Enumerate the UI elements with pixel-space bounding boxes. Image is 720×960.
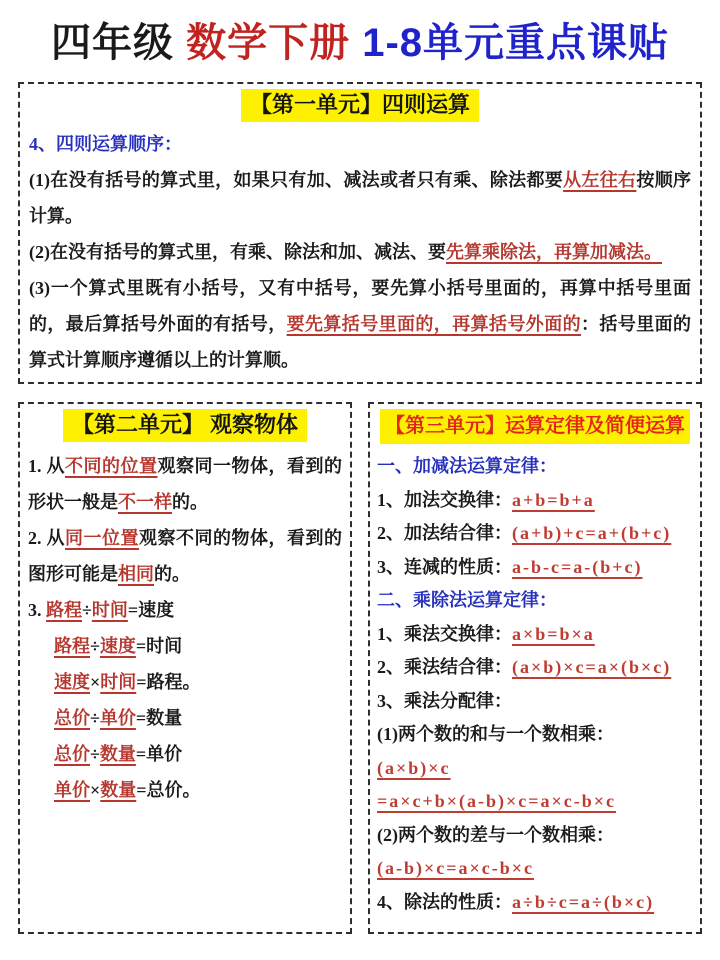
keyword-red-underlined-text: =a×c+b×(a-b)×c=a×c-b×c — [377, 791, 617, 811]
keyword-red-underlined-text: (a×b)×c — [377, 757, 451, 778]
body-text: × — [90, 672, 101, 692]
keyword-red-underlined-text: 路程 — [54, 636, 90, 656]
text-line — [29, 234, 691, 270]
keyword-red-underlined-text: 单价 — [99, 708, 136, 728]
body-text: 按顺序计算。 — [29, 170, 692, 226]
keyword-red-underlined-text: 不一样 — [118, 492, 172, 512]
body-text: =时间 — [135, 636, 183, 656]
keyword-red-underlined-text: 单价 — [54, 780, 90, 800]
body-text: 1、加法交换律： — [377, 489, 512, 510]
blue-subheading-text: 二、乘除法运算定律： — [377, 590, 557, 610]
text-line — [28, 520, 342, 592]
body-text: 3、连减的性质： — [377, 556, 512, 577]
keyword-red-underlined-text: 同一位置 — [65, 528, 139, 548]
text-line — [377, 618, 693, 652]
unit3-body — [377, 448, 693, 919]
keyword-red-underlined-text: 时间 — [100, 672, 137, 692]
title-units-text: 1-8单元重点课贴 — [362, 21, 670, 65]
text-line — [377, 517, 693, 551]
keyword-red-underlined-text: 时间 — [91, 600, 128, 620]
body-text: ÷ — [90, 744, 100, 764]
text-line — [28, 448, 342, 520]
keyword-red-underlined-text: (a+b)+c=a+(b+c) — [512, 523, 672, 543]
text-line — [28, 592, 342, 628]
keyword-red-underlined-text: 速度 — [99, 636, 136, 656]
unit3-section — [368, 402, 702, 934]
body-text: 2. 从 — [28, 528, 65, 548]
text-line — [377, 651, 693, 685]
body-text: =数量 — [135, 708, 183, 728]
keyword-red-underlined-text: 速度 — [54, 672, 90, 692]
text-line — [29, 270, 691, 378]
text-line — [28, 664, 342, 700]
body-text: 的。 — [172, 492, 208, 512]
body-text: 3、乘法分配律： — [377, 690, 512, 711]
text-line — [377, 484, 693, 518]
text-line — [377, 886, 693, 920]
unit2-header-highlight: 【第二单元】 观察物体 — [63, 409, 307, 442]
keyword-red-underlined-text: 从左往右 — [563, 170, 637, 190]
keyword-red-underlined-text: 总价 — [54, 708, 90, 728]
text-line — [29, 162, 691, 234]
unit1-header-highlight: 【第一单元】四则运算 — [241, 89, 479, 122]
body-text: × — [90, 780, 101, 800]
text-line — [377, 685, 693, 719]
text-line — [28, 628, 342, 664]
keyword-red-underlined-text: 数量 — [100, 780, 137, 800]
text-line — [377, 752, 693, 786]
unit3-header-highlight: 【第三单元】运算定律及简便运算 — [380, 409, 690, 444]
body-text: 1、乘法交换律： — [377, 623, 512, 644]
text-line — [28, 772, 342, 808]
unit2-body — [27, 446, 343, 808]
body-text: 观察同一物体，看到的形状一般是 — [28, 456, 342, 512]
title-subject-text: 数学下册 — [186, 21, 351, 65]
body-text: (2)在没有括号的算式里，有乘、除法和加、减法、要 — [29, 242, 446, 262]
two-column-row — [18, 402, 702, 934]
body-text: (1)在没有括号的算式里，如果只有加、减法或者只有乘、除法都要 — [29, 170, 564, 190]
unit2-section — [18, 402, 352, 934]
body-text: ÷ — [82, 600, 92, 620]
text-line — [377, 551, 693, 585]
text-line — [377, 450, 693, 484]
keyword-red-underlined-text: 总价 — [54, 744, 90, 764]
body-text: (1)两个数的和与一个数相乘： — [377, 724, 614, 744]
body-text: 2、乘法结合律： — [377, 657, 512, 677]
text-line — [377, 785, 693, 819]
text-line — [29, 126, 691, 162]
blue-subheading-text: 4、四则运算顺序： — [29, 134, 182, 154]
keyword-red-underlined-text: 先算乘除法，再算加减法。 — [446, 242, 662, 262]
blue-subheading-text: 一、加减法运算定律： — [377, 456, 557, 476]
keyword-red-underlined-text: 数量 — [99, 744, 136, 764]
keyword-red-underlined-text: 不同的位置 — [65, 456, 158, 476]
text-line — [377, 852, 693, 886]
keyword-red-underlined-text: 相同 — [118, 564, 154, 584]
text-line — [28, 736, 342, 772]
body-text: =速度 — [127, 600, 175, 620]
body-text: 3. — [28, 600, 46, 620]
body-text: 2、加法结合律： — [377, 523, 512, 543]
keyword-red-underlined-text: (a×b)×c=a×(b×c) — [512, 657, 672, 677]
text-line — [377, 819, 693, 853]
body-text: =总价。 — [136, 780, 201, 800]
body-text: ÷ — [90, 708, 100, 728]
body-text: ：括号里面的算式计算顺序遵循以上的计算顺。 — [29, 314, 692, 370]
keyword-red-underlined-text: 路程 — [46, 600, 82, 620]
keyword-red-underlined-text: 要先算括号里面的，再算括号外面的 — [286, 314, 582, 334]
body-text: (3)一个算式里既有小括号，又有中括号，要先算小括号里面的，再算中括号里面的，最后算括号外面的有括号， — [29, 278, 691, 334]
body-text: =单价 — [135, 744, 183, 764]
keyword-red-underlined-text: a+b=b+a — [512, 489, 595, 510]
keyword-red-underlined-text: a÷b÷c=a÷(b×c) — [512, 891, 655, 912]
body-text: (2)两个数的差与一个数相乘： — [377, 824, 614, 845]
unit1-body — [29, 126, 691, 378]
body-text: 观察不同的物体，看到的图形可能是 — [28, 528, 342, 584]
keyword-red-underlined-text: a×b=b×a — [512, 623, 595, 644]
body-text: 的。 — [154, 564, 190, 584]
text-line — [377, 584, 693, 618]
page-title — [0, 0, 720, 66]
keyword-red-underlined-text: (a-b)×c=a×c-b×c — [377, 858, 534, 878]
keyword-red-underlined-text: a-b-c=a-(b+c) — [512, 556, 643, 577]
body-text: 1. 从 — [28, 456, 65, 476]
body-text: =路程。 — [136, 672, 201, 692]
body-text: ÷ — [90, 636, 100, 656]
text-line — [377, 718, 693, 752]
body-text: 4、除法的性质： — [377, 891, 512, 912]
title-grade-text: 四年级 — [50, 21, 174, 65]
text-line — [28, 700, 342, 736]
unit1-section — [18, 82, 702, 384]
